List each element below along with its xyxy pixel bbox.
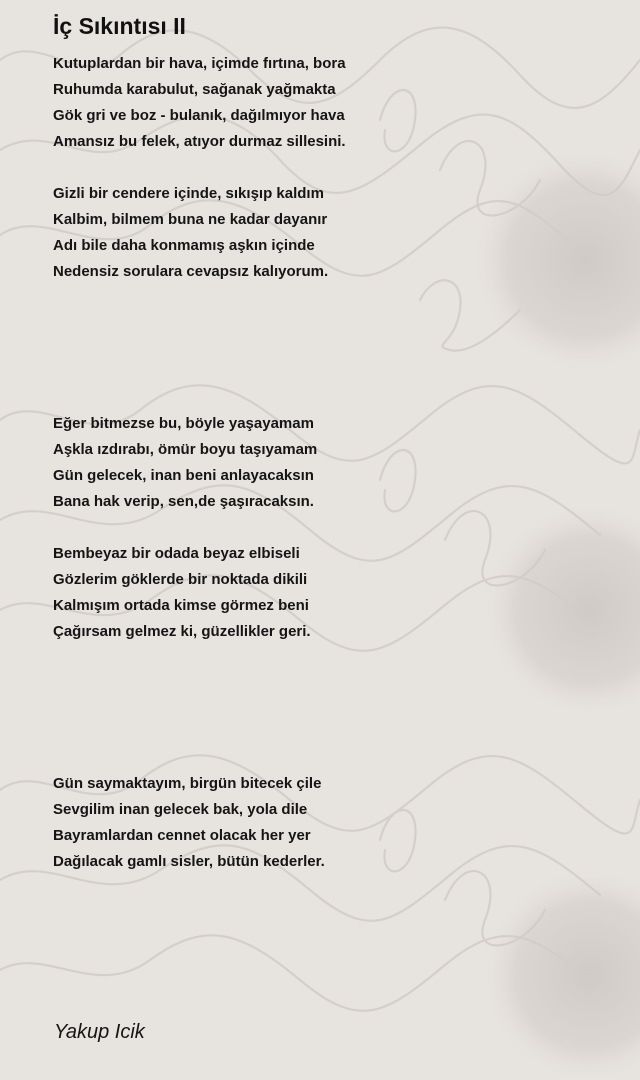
poem-line: Gizli bir cendere içinde, sıkışıp kaldım xyxy=(53,185,324,202)
poem-line: Gözlerim göklerde bir noktada dikili xyxy=(53,571,308,588)
poem-line: Nedensiz sorulara cevapsız kalıyorum. xyxy=(53,263,329,280)
poem-line: Kalmışım ortada kimse görmez beni xyxy=(53,597,309,614)
poem-line: Kutuplardan bir hava, içimde fırtına, bora xyxy=(53,55,346,72)
poem-line: Çağırsam gelmez ki, güzellikler geri. xyxy=(53,623,311,640)
poem-line: Gök gri ve boz - bulanık, dağılmıyor hava xyxy=(53,107,345,124)
poem-line: Gün gelecek, inan beni anlayacaksın xyxy=(53,467,314,484)
poem-line: Bembeyaz bir odada beyaz elbiseli xyxy=(53,545,300,562)
poem-line: Eğer bitmezse bu, böyle yaşayamam xyxy=(53,415,314,432)
poem-line: Amansız bu felek, atıyor durmaz sillesini. xyxy=(53,133,346,150)
poem-line: Bana hak verip, sen,de şaşıracaksın. xyxy=(53,493,314,510)
poem-line: Sevgilim inan gelecek bak, yola dile xyxy=(53,801,308,818)
poem-title: İç Sıkıntısı II xyxy=(53,13,186,39)
poem-line: Dağılacak gamlı sisler, bütün kederler. xyxy=(53,853,325,870)
poem-line: Kalbim, bilmem buna ne kadar dayanır xyxy=(53,211,328,228)
poem-line: Gün saymaktayım, birgün bitecek çile xyxy=(53,775,322,792)
poem-line: Adı bile daha konmamış aşkın içinde xyxy=(53,237,315,254)
poem-line: Ruhumda karabulut, sağanak yağmakta xyxy=(53,81,336,98)
poem-line: Aşkla ızdırabı, ömür boyu taşıyamam xyxy=(53,441,318,458)
poem-line: Bayramlardan cennet olacak her yer xyxy=(53,827,311,844)
poem-author: Yakup Icik xyxy=(54,1021,145,1043)
